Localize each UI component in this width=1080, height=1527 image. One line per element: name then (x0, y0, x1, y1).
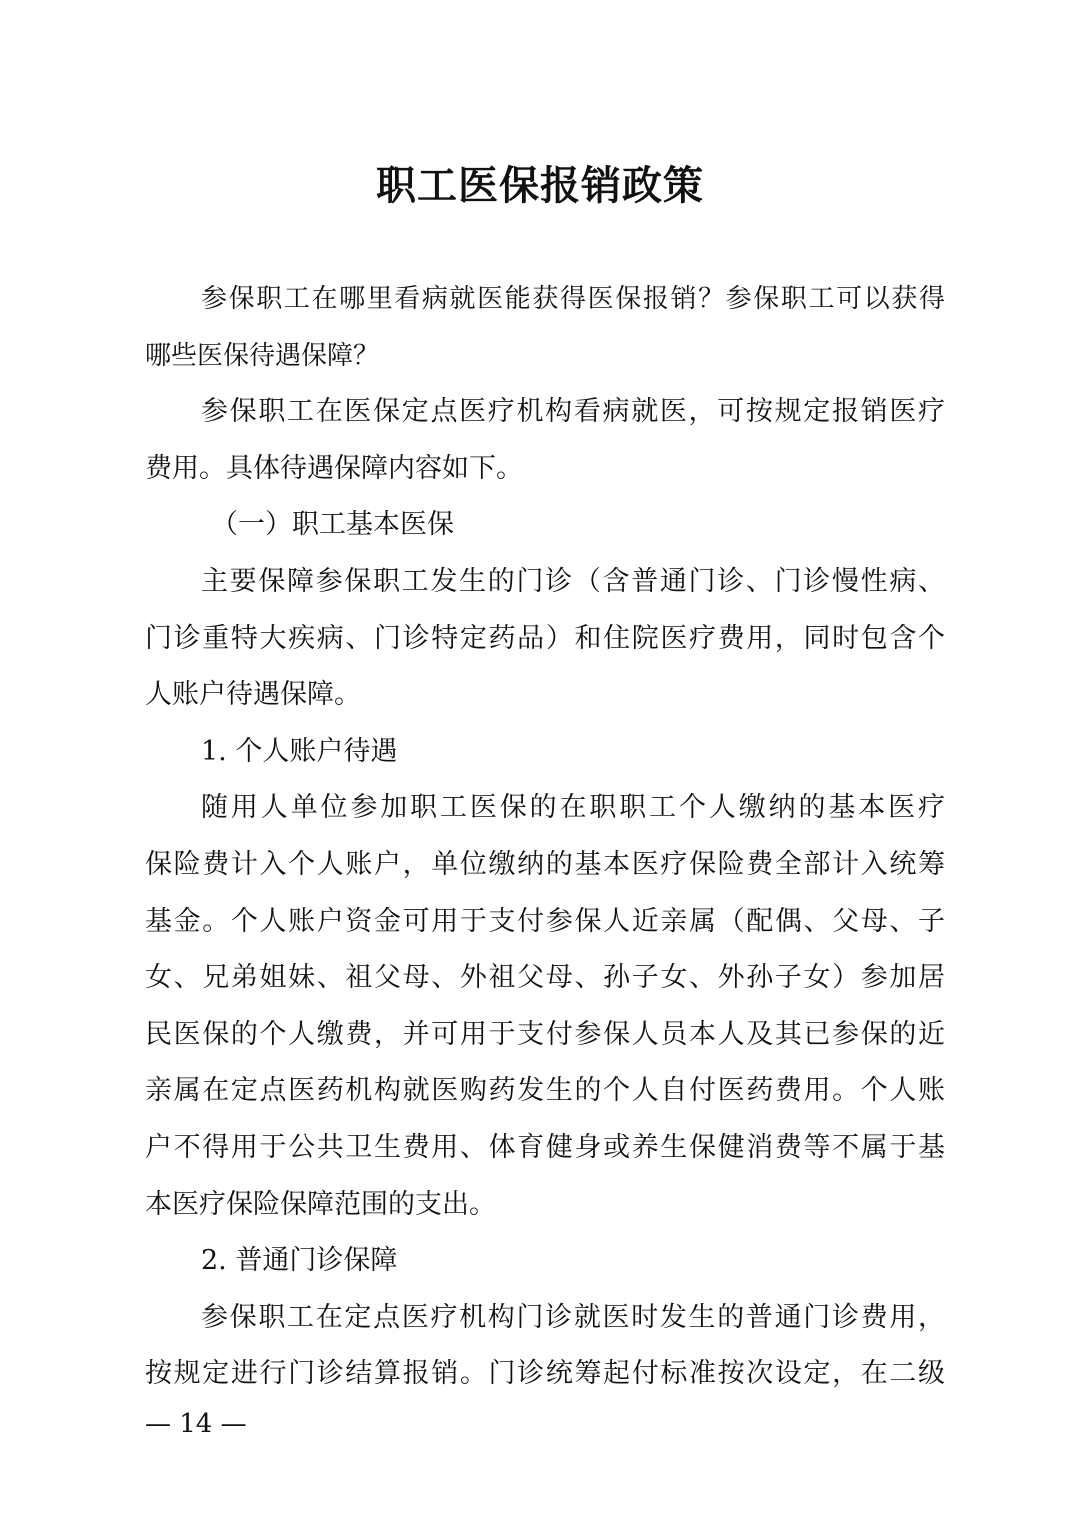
paragraph-line: 户不得用于公共卫生费用、体育健身或养生保健消费等不属于基 (145, 1131, 945, 1163)
paragraph-line: 费用。具体待遇保障内容如下。 (145, 452, 523, 484)
paragraph-line: 保险费计入个人账户，单位缴纳的基本医疗保险费全部计入统筹 (145, 848, 945, 880)
paragraph-line: 基金。个人账户资金可用于支付参保人近亲属（配偶、父母、子 (145, 905, 945, 937)
paragraph-line: 随用人单位参加职工医保的在职职工个人缴纳的基本医疗 (201, 792, 945, 824)
question-line-1: 参保职工在哪里看病就医能获得医保报销？参保职工可以获得 (201, 284, 945, 314)
paragraph-line: 参保职工在定点医疗机构门诊就医时发生的普通门诊费用， (201, 1301, 945, 1333)
page-number: — 14 — (145, 1409, 247, 1439)
document-title: 职工医保报销政策 (376, 162, 704, 209)
paragraph-line: 人账户待遇保障。 (145, 679, 361, 711)
paragraph-line: 按规定进行门诊结算报销。门诊统筹起付标准按次设定，在二级 (145, 1358, 945, 1390)
document-body (145, 271, 945, 1403)
paragraph-line: 主要保障参保职工发生的门诊（含普通门诊、门诊慢性病、 (201, 565, 945, 597)
paragraph-line: 民医保的个人缴费，并可用于支付参保人员本人及其已参保的近 (145, 1018, 945, 1050)
paragraph-line: 参保职工在医保定点医疗机构看病就医，可按规定报销医疗 (201, 396, 945, 428)
section-heading: （一）职工基本医保 (211, 509, 454, 541)
paragraph-line: 亲属在定点医药机构就医购药发生的个人自付医药费用。个人账 (145, 1075, 945, 1107)
paragraph-line: 女、兄弟姐妹、祖父母、外祖父母、孙子女、外孙子女）参加居 (145, 962, 945, 994)
paragraph-line: 门诊重特大疾病、门诊特定药品）和住院医疗费用，同时包含个 (145, 622, 945, 654)
subsection-heading: 2. 普通门诊保障 (201, 1245, 398, 1277)
subsection-heading: 1. 个人账户待遇 (201, 735, 398, 767)
question-line-2: 哪些医保待遇保障？ (145, 340, 380, 371)
paragraph-line: 本医疗保险保障范围的支出。 (145, 1188, 496, 1220)
